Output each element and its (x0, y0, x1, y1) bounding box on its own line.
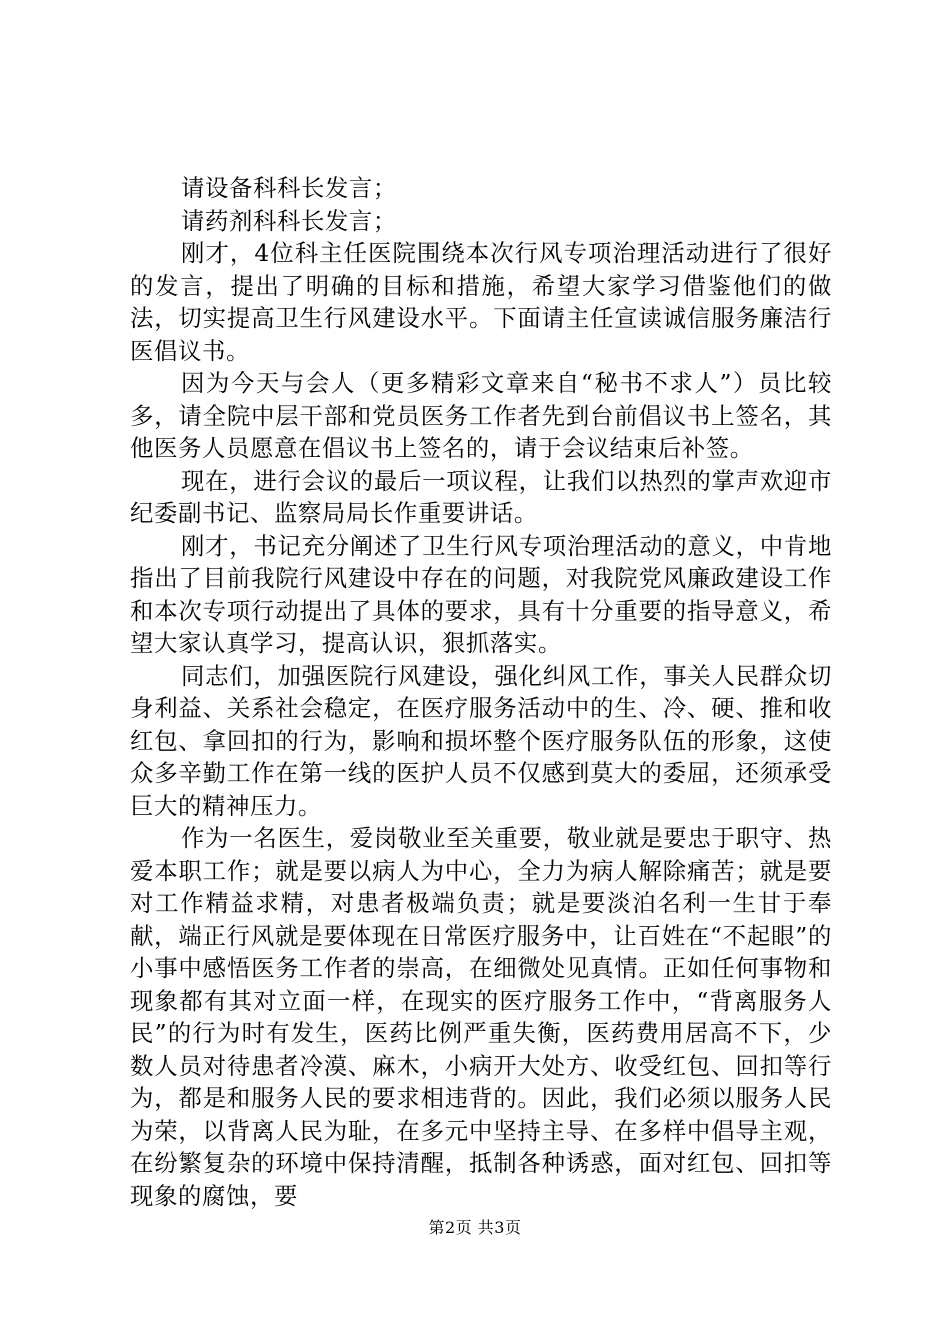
paragraph: 作为一名医生，爱岗敬业至关重要，敬业就是要忠于职守、热爱本职工作；就是要以病人为中心，全力为病人解除痛苦；就是要对工作精益求精，对患者极端负责；就是要淡泊名利一生甘于奉献，端正行风就是要体现在日常医疗服务中，让百姓在“不起眼”的小事中感悟医务工作者的崇高，在细微处见真情。正如任何事物和现象都有其对立面一样，在现实的医疗服务工作中，“背离服务人民”的行为时有发生，医药比例严重失衡，医药费用居高不下，少数人员对待患者冷漠、麻木，小病开大处方、收受红包、回扣等行为，都是和服务人民的要求相违背的。因此，我们必须以服务人民为荣，以背离人民为耻，在多元中坚持主导、在多样中倡导主观，在纷繁复杂的环境中保持清醒，抵制各种诱惑，面对红包、回扣等现象的腐蚀，要 (130, 824, 832, 1210)
paragraph: 因为今天与会人（更多精彩文章来自“秘书不求人”）员比较多，请全院中层干部和党员医务工作者先到台前倡议书上签名，其他医务人员愿意在倡议书上签名的，请于会议结束后补签。 (130, 369, 832, 462)
paragraph: 刚才，4位科主任医院围绕本次行风专项治理活动进行了很好的发言，提出了明确的目标和措施，希望大家学习借鉴他们的做法，切实提高卫生行风建设水平。下面请主任宣读诚信服务廉洁行医倡议书。 (130, 239, 832, 365)
paragraph: 请设备科科长发言； (181, 174, 397, 202)
paragraph: 现在，进行会议的最后一项议程，让我们以热烈的掌声欢迎市纪委副书记、监察局局长作重要讲话。 (130, 466, 832, 527)
paragraph: 同志们，加强医院行风建设，强化纠风工作，事关人民群众切身利益、关系社会稳定，在医疗服务活动中的生、冷、硬、推和收红包、拿回扣的行为，影响和损坏整个医疗服务队伍的形象，这使众多辛勤工作在第一线的医护人员不仅感到莫大的委屈，还须承受巨大的精神压力。 (130, 661, 832, 820)
paragraph: 请药剂科科长发言； (181, 206, 397, 235)
page-number-label: 第2页 共3页 (428, 1218, 522, 1237)
page-footer (0, 1218, 950, 1238)
paragraph: 刚才，书记充分阐述了卫生行风专项治理活动的意义，中肯地指出了目前我院行风建设中存在的问题，对我院党风廉政建设工作和本次专项行动提出了具体的要求，具有十分重要的指导意义，希望大家认真学习，提高认识，狠抓落实。 (130, 531, 832, 657)
document-body (130, 172, 832, 1212)
